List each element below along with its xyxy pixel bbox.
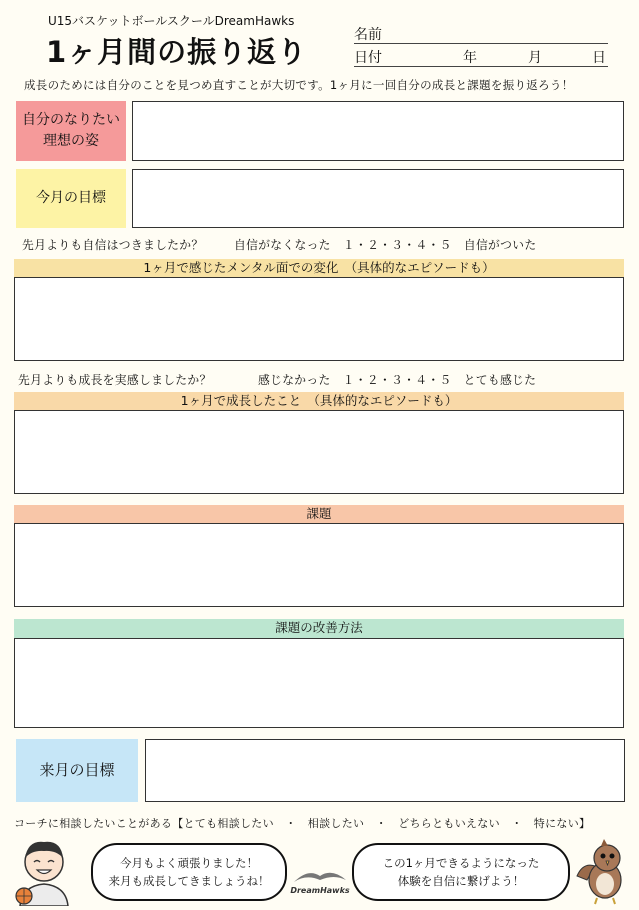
improvement-input[interactable] [14, 638, 624, 728]
ideal-label [16, 101, 126, 161]
year-label: 年 [463, 50, 477, 66]
bubble-left-line1: 今月もよく頑張りました！ [120, 855, 258, 870]
next-goal-input[interactable] [145, 739, 625, 802]
confidence-question: 先月よりも自信はつきましたか？ [22, 238, 204, 252]
bubble-right-line1: この1ヶ月できるようになった [382, 855, 540, 870]
ideal-label-line2: 理想の姿 [43, 133, 99, 149]
day-label: 日 [592, 50, 606, 66]
issue-header: 課題 [14, 505, 624, 523]
speech-bubble-left [91, 843, 287, 901]
dreamhawks-logo [290, 866, 350, 900]
page-title: 1ヶ月間の振り返り [46, 35, 308, 69]
growth-scale[interactable]: 感じなかった １・２・３・４・５ とても感じた [258, 373, 537, 387]
mental-header: 1ヶ月で感じたメンタル面での変化 （具体的なエピソードも） [14, 259, 624, 277]
coach-illustration [14, 836, 74, 906]
consult-question[interactable]: コーチに相談したいことがある【とても相談したい ・ 相談したい ・ どちらともいえない ・ 特にない】 [14, 817, 591, 830]
date-field[interactable] [354, 66, 608, 67]
issue-input[interactable] [14, 523, 624, 607]
growth-header: 1ヶ月で成長したこと （具体的なエピソードも） [14, 392, 624, 410]
bubble-right-line2: 体験を自信に繋げよう！ [397, 874, 525, 888]
goal-label: 今月の目標 [16, 169, 126, 228]
month-label: 月 [528, 50, 542, 66]
speech-bubble-right [352, 843, 570, 901]
mental-input[interactable] [14, 277, 624, 361]
name-field[interactable] [354, 43, 608, 44]
logo-text: DreamHawks [290, 886, 350, 895]
ideal-label-line1: 自分のなりたい [22, 112, 120, 128]
next-goal-label: 来月の目標 [16, 739, 138, 802]
improvement-header: 課題の改善方法 [14, 619, 624, 638]
date-label: 日付 [354, 50, 382, 66]
bubble-left-line2: 来月も成長してきましょうね！ [108, 874, 270, 888]
hawk-mascot-icon [573, 836, 633, 906]
growth-input[interactable] [14, 410, 624, 494]
name-label: 名前 [354, 27, 382, 43]
confidence-scale[interactable]: 自信がなくなった １・２・３・４・５ 自信がついた [234, 238, 537, 252]
ideal-input[interactable] [132, 101, 624, 161]
goal-input[interactable] [132, 169, 624, 228]
school-subtitle: U15バスケットボールスクールDreamHawks [48, 14, 295, 28]
growth-question: 先月よりも成長を実感しましたか？ [18, 373, 212, 387]
intro-text: 成長のためには自分のことを見つめ直すことが大切です。1ヶ月に一回自分の成長と課題を振り返ろう！ [24, 78, 574, 92]
